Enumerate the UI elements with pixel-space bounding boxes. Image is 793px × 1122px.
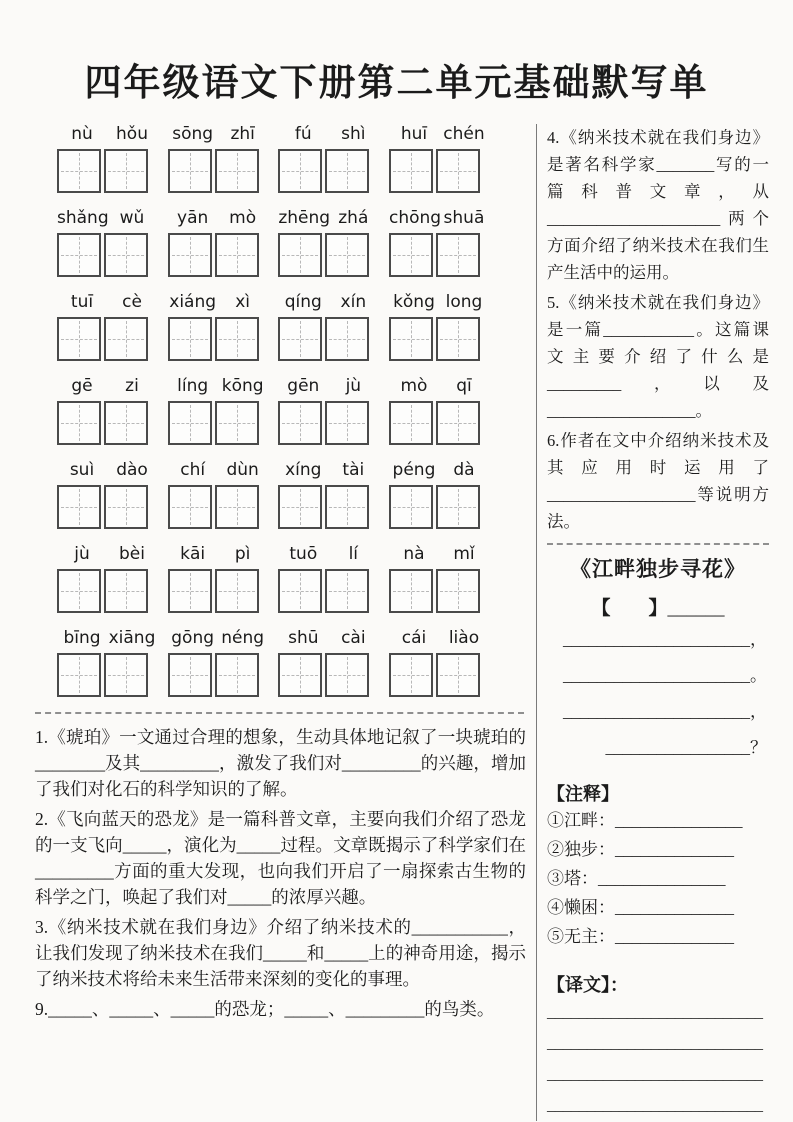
pinyin-syllable: shuā: [443, 208, 485, 228]
pinyin-syllable: dào: [116, 460, 148, 480]
question-item: 2.《飞向蓝天的恐龙》是一篇科普文章，主要向我们介绍了恐龙的一支飞向_____，演化为_____过程。文章既揭示了科学家们在_________方面的重大发现，也向我们开启了一扇探索古生物的科学之门，唤起了我们对_____的浓厚兴趣。: [35, 809, 526, 907]
tianzige-box: [389, 401, 433, 445]
poem-blank-line: ______________________。: [563, 666, 767, 685]
tianzige-box: [436, 233, 480, 277]
pinyin-labels: [168, 544, 268, 566]
sidebar-column: [537, 124, 783, 1121]
pinyin-grid: [35, 124, 490, 697]
poem-blank-line: _________________？: [605, 738, 767, 757]
pinyin-word-group: [389, 208, 489, 277]
writing-boxes: [57, 401, 157, 445]
tianzige-box: [389, 233, 433, 277]
tianzige-box: [325, 653, 369, 697]
tianzige-box: [436, 149, 480, 193]
tianzige-box: [215, 317, 259, 361]
writing-boxes: [57, 653, 157, 697]
pinyin-word-group: [278, 376, 378, 445]
pinyin-syllable: péng: [392, 460, 436, 480]
tianzige-box: [168, 401, 212, 445]
pinyin-word-group: [168, 124, 268, 193]
pinyin-syllable: tuī: [70, 292, 94, 312]
pinyin-word-group: [168, 376, 268, 445]
tianzige-box: [57, 401, 101, 445]
tianzige-box: [325, 233, 369, 277]
pinyin-syllable: shǎng: [57, 208, 109, 228]
tianzige-box: [168, 569, 212, 613]
tianzige-box: [57, 317, 101, 361]
tianzige-box: [57, 653, 101, 697]
pinyin-labels: [389, 208, 489, 230]
pinyin-syllable: zhī: [230, 124, 255, 144]
annotation-item: ①江畔：_______________: [547, 811, 743, 830]
pinyin-labels: [278, 376, 378, 398]
tianzige-box: [57, 569, 101, 613]
pinyin-syllable: qíng: [284, 292, 322, 312]
pinyin-labels: [168, 376, 268, 398]
pinyin-word-group: [389, 460, 489, 529]
question-item: 3.《纳米技术就在我们身边》介绍了纳米技术的___________，让我们发现了纳米技术在我们_____和_____上的神奇用途，揭示了纳米技术将给未来生活带来深刻的变化的事理。: [35, 917, 526, 989]
annotation-items: [547, 806, 769, 951]
writing-boxes: [57, 149, 157, 193]
pinyin-word-group: [57, 208, 157, 277]
writing-boxes: [389, 569, 489, 613]
pinyin-syllable: tài: [342, 460, 365, 480]
tianzige-box: [168, 653, 212, 697]
tianzige-box: [215, 233, 259, 277]
translation-header: 【译文】：: [547, 975, 628, 995]
pinyin-syllable: pì: [234, 544, 251, 564]
tianzige-box: [325, 569, 369, 613]
page-title: 四年级语文下册第二单元基础默写单: [84, 63, 709, 104]
tianzige-box: [325, 149, 369, 193]
pinyin-syllable: qī: [456, 376, 472, 396]
pinyin-syllable: cái: [401, 628, 427, 648]
translation-blank-line: ___________________________: [547, 1004, 763, 1021]
translation-blank-lines: [547, 997, 769, 1121]
annotations-header: 【注释】: [547, 784, 619, 804]
pinyin-syllable: liào: [448, 628, 480, 648]
pinyin-syllable: zhēng: [278, 208, 331, 228]
pinyin-word-group: [168, 628, 268, 697]
pinyin-syllable: zi: [125, 376, 139, 396]
pinyin-labels: [57, 208, 157, 230]
poem-section: [547, 553, 769, 766]
pinyin-syllable: hǒu: [116, 124, 148, 144]
pinyin-word-group: [278, 292, 378, 361]
tianzige-box: [104, 485, 148, 529]
question-item: 9._____、_____、_____的恐龙；_____、_________的鸟类。: [35, 999, 495, 1019]
pinyin-syllable: bīng: [63, 628, 101, 648]
tianzige-box: [168, 317, 212, 361]
poem-author-line: [547, 593, 769, 620]
tianzige-box: [278, 653, 322, 697]
writing-boxes: [389, 149, 489, 193]
pinyin-row: [57, 376, 489, 445]
question-item: 4.《纳米技术就在我们身边》是著名科学家_______写的一篇科普文章，从_____________________两个方面介绍了纳米技术在我们生产生活中的运用。: [547, 128, 769, 282]
pinyin-labels: [389, 460, 489, 482]
pinyin-word-group: [278, 628, 378, 697]
pinyin-word-group: [389, 628, 489, 697]
pinyin-labels: [389, 544, 489, 566]
pinyin-syllable: cài: [341, 628, 366, 648]
pinyin-syllable: jù: [345, 376, 362, 396]
writing-boxes: [278, 569, 378, 613]
writing-boxes: [57, 233, 157, 277]
poem-blank-lines: [547, 622, 769, 766]
pinyin-syllable: gōng: [171, 628, 215, 648]
pinyin-word-group: [168, 292, 268, 361]
pinyin-syllable: dà: [453, 460, 475, 480]
question-item: 5.《纳米技术就在我们身边》是一篇___________。这篇课文主要介绍了什么是_________，以及__________________。: [547, 293, 769, 420]
pinyin-syllable: kōng: [221, 376, 264, 396]
content-columns: [0, 124, 793, 1121]
tianzige-box: [104, 653, 148, 697]
tianzige-box: [104, 569, 148, 613]
main-column: [35, 124, 532, 1121]
pinyin-labels: [168, 292, 268, 314]
pinyin-labels: [168, 124, 268, 146]
tianzige-box: [389, 653, 433, 697]
pinyin-syllable: nù: [71, 124, 93, 144]
tianzige-box: [215, 569, 259, 613]
pinyin-word-group: [168, 208, 268, 277]
annotation-item: ②独步：______________: [547, 840, 734, 859]
tianzige-box: [104, 233, 148, 277]
tianzige-box: [215, 653, 259, 697]
pinyin-syllable: nà: [403, 544, 425, 564]
tianzige-box: [278, 233, 322, 277]
pinyin-syllable: tuō: [289, 544, 318, 564]
section-divider: [35, 712, 524, 714]
pinyin-word-group: [389, 376, 489, 445]
question-item: 1.《琥珀》一文通过合理的想象，生动具体地记叙了一块琥珀的________及其_________，激发了我们对_________的兴趣，增加了我们对化石的科学知识的了解。: [35, 727, 526, 799]
writing-boxes: [57, 317, 157, 361]
writing-boxes: [278, 485, 378, 529]
poem-author-blank: ______: [667, 598, 725, 619]
pinyin-syllable: xiāng: [108, 628, 156, 648]
pinyin-syllable: sōng: [172, 124, 214, 144]
pinyin-syllable: shì: [341, 124, 366, 144]
pinyin-row: [57, 292, 489, 361]
writing-boxes: [168, 401, 268, 445]
pinyin-labels: [168, 460, 268, 482]
poem-dynasty-bracket: 【 】: [591, 598, 668, 619]
annotation-item: ④懒困：______________: [547, 898, 734, 917]
pinyin-labels: [278, 208, 378, 230]
tianzige-box: [57, 485, 101, 529]
tianzige-box: [389, 569, 433, 613]
pinyin-labels: [168, 208, 268, 230]
pinyin-row: [57, 208, 489, 277]
pinyin-syllable: néng: [221, 628, 265, 648]
tianzige-box: [278, 485, 322, 529]
tianzige-box: [389, 485, 433, 529]
writing-boxes: [389, 317, 489, 361]
tianzige-box: [325, 317, 369, 361]
tianzige-box: [436, 317, 480, 361]
pinyin-word-group: [278, 124, 378, 193]
annotation-item: ⑤无主：______________: [547, 927, 734, 946]
poem-divider: [547, 543, 769, 545]
pinyin-syllable: xiáng: [169, 292, 217, 312]
translation-blank-line: ___________________________: [547, 1035, 763, 1052]
questions-left: [35, 724, 532, 1022]
translation-section: [547, 971, 769, 1121]
tianzige-box: [215, 485, 259, 529]
questions-right: [547, 124, 769, 535]
tianzige-box: [168, 485, 212, 529]
pinyin-labels: [168, 628, 268, 650]
pinyin-word-group: [389, 124, 489, 193]
tianzige-box: [57, 233, 101, 277]
tianzige-box: [436, 569, 480, 613]
tianzige-box: [168, 233, 212, 277]
writing-boxes: [389, 401, 489, 445]
writing-boxes: [389, 653, 489, 697]
pinyin-syllable: wǔ: [119, 208, 145, 228]
pinyin-labels: [57, 544, 157, 566]
poem-blank-line: ______________________，: [563, 702, 767, 721]
pinyin-word-group: [57, 376, 157, 445]
translation-blank-line: ___________________________: [547, 1066, 763, 1083]
pinyin-syllable: xíng: [285, 460, 322, 480]
writing-boxes: [389, 233, 489, 277]
tianzige-box: [104, 149, 148, 193]
pinyin-labels: [57, 460, 157, 482]
writing-boxes: [278, 233, 378, 277]
pinyin-word-group: [57, 292, 157, 361]
writing-boxes: [389, 485, 489, 529]
pinyin-syllable: suì: [69, 460, 95, 480]
poem-blank-line: ______________________，: [563, 630, 767, 649]
tianzige-box: [436, 485, 480, 529]
tianzige-box: [436, 401, 480, 445]
tianzige-box: [215, 149, 259, 193]
pinyin-syllable: kǒng: [393, 292, 435, 312]
pinyin-row: [57, 628, 489, 697]
writing-boxes: [168, 317, 268, 361]
tianzige-box: [57, 149, 101, 193]
pinyin-syllable: gēn: [287, 376, 320, 396]
pinyin-labels: [278, 124, 378, 146]
writing-boxes: [278, 401, 378, 445]
pinyin-syllable: lí: [348, 544, 359, 564]
pinyin-word-group: [389, 544, 489, 613]
pinyin-syllable: shū: [288, 628, 319, 648]
pinyin-word-group: [168, 544, 268, 613]
tianzige-box: [389, 149, 433, 193]
tianzige-box: [168, 149, 212, 193]
pinyin-syllable: mò: [400, 376, 428, 396]
pinyin-word-group: [57, 124, 157, 193]
pinyin-word-group: [57, 544, 157, 613]
tianzige-box: [278, 149, 322, 193]
pinyin-labels: [57, 376, 157, 398]
writing-boxes: [278, 317, 378, 361]
writing-boxes: [168, 485, 268, 529]
pinyin-labels: [389, 292, 489, 314]
tianzige-box: [215, 401, 259, 445]
pinyin-syllable: xì: [235, 292, 251, 312]
pinyin-labels: [278, 544, 378, 566]
tianzige-box: [325, 485, 369, 529]
pinyin-word-group: [278, 208, 378, 277]
pinyin-syllable: mò: [229, 208, 257, 228]
pinyin-labels: [278, 292, 378, 314]
pinyin-labels: [389, 124, 489, 146]
pinyin-labels: [278, 460, 378, 482]
pinyin-word-group: [168, 460, 268, 529]
pinyin-row: [57, 544, 489, 613]
pinyin-syllable: líng: [177, 376, 209, 396]
pinyin-syllable: kāi: [180, 544, 206, 564]
pinyin-word-group: [278, 460, 378, 529]
poem-title: 《江畔独步寻花》: [570, 557, 746, 581]
tianzige-box: [278, 569, 322, 613]
pinyin-word-group: [278, 544, 378, 613]
pinyin-syllable: huī: [400, 124, 428, 144]
pinyin-syllable: chén: [443, 124, 485, 144]
pinyin-syllable: gē: [71, 376, 93, 396]
tianzige-box: [104, 317, 148, 361]
pinyin-syllable: bèi: [119, 544, 145, 564]
pinyin-syllable: chí: [180, 460, 206, 480]
pinyin-syllable: jù: [74, 544, 90, 564]
tianzige-box: [389, 317, 433, 361]
pinyin-labels: [57, 124, 157, 146]
pinyin-syllable: xín: [340, 292, 367, 312]
tianzige-box: [104, 401, 148, 445]
tianzige-box: [278, 317, 322, 361]
writing-boxes: [57, 569, 157, 613]
question-item: 6.作者在文中介绍纳米技术及其应用时运用了__________________等说明方法。: [547, 431, 769, 531]
pinyin-syllable: long: [445, 292, 483, 312]
tianzige-box: [436, 653, 480, 697]
writing-boxes: [278, 149, 378, 193]
annotations-section: [547, 780, 769, 951]
writing-boxes: [57, 485, 157, 529]
pinyin-row: [57, 124, 489, 193]
pinyin-syllable: mǐ: [453, 544, 475, 564]
pinyin-row: [57, 460, 489, 529]
annotation-item: ③塔：_______________: [547, 869, 726, 888]
pinyin-syllable: dùn: [226, 460, 259, 480]
writing-boxes: [168, 233, 268, 277]
pinyin-labels: [278, 628, 378, 650]
pinyin-syllable: zhá: [338, 208, 369, 228]
pinyin-labels: [389, 376, 489, 398]
pinyin-word-group: [389, 292, 489, 361]
writing-boxes: [168, 653, 268, 697]
writing-boxes: [168, 569, 268, 613]
pinyin-labels: [57, 628, 157, 650]
pinyin-syllable: chōng: [388, 208, 442, 228]
writing-boxes: [278, 653, 378, 697]
writing-boxes: [168, 149, 268, 193]
tianzige-box: [278, 401, 322, 445]
translation-blank-line: ___________________________: [547, 1097, 763, 1114]
pinyin-labels: [57, 292, 157, 314]
pinyin-labels: [389, 628, 489, 650]
pinyin-syllable: cè: [122, 292, 142, 312]
pinyin-syllable: yān: [177, 208, 209, 228]
pinyin-word-group: [57, 460, 157, 529]
tianzige-box: [325, 401, 369, 445]
pinyin-word-group: [57, 628, 157, 697]
pinyin-syllable: fú: [294, 124, 312, 144]
